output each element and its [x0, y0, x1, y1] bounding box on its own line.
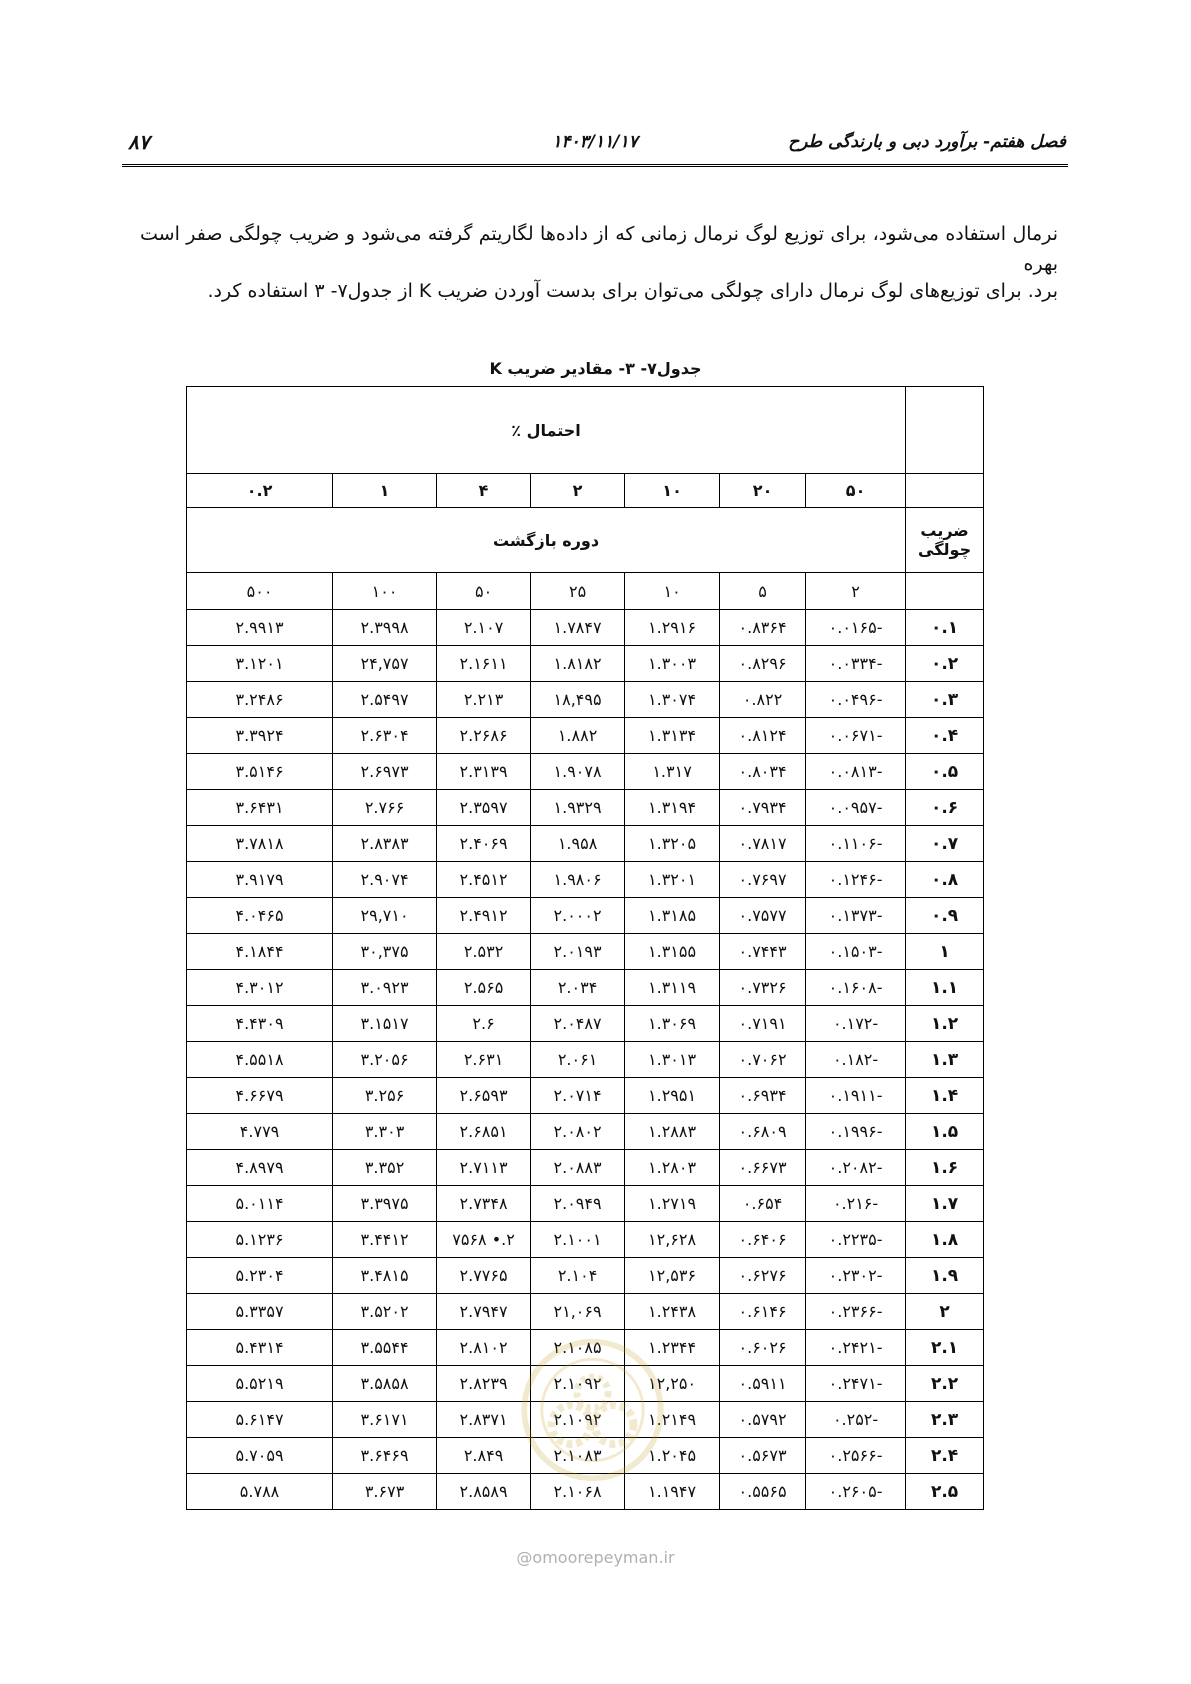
- table-row: [187, 1330, 984, 1366]
- skew-value-cell: ۱.۴: [906, 1078, 984, 1114]
- k-value-cell: -۰.۱۹۱۱: [806, 1078, 906, 1114]
- k-value-cell: ۲.۸۲۳۹: [437, 1366, 531, 1402]
- k-value-cell: ۴.۳۰۱۲: [187, 970, 333, 1006]
- k-value-cell: ۲.۱۰۸۵: [531, 1330, 625, 1366]
- k-value-cell: ۳۰,۳۷۵: [333, 934, 437, 970]
- table-row: [187, 610, 984, 646]
- k-value-cell: ۲.۱۰۸۳: [531, 1438, 625, 1474]
- percentage-cell: ۲۰: [720, 474, 806, 508]
- k-value-cell: ۲.۸۴۹: [437, 1438, 531, 1474]
- table-row: [187, 1042, 984, 1078]
- skew-value-cell: ۰.۲: [906, 646, 984, 682]
- k-value-cell: ۵.۱۲۳۶: [187, 1222, 333, 1258]
- k-value-cell: ۲.۵۴۹۷: [333, 682, 437, 718]
- k-value-cell: ۲.۷۹۴۷: [437, 1294, 531, 1330]
- k-value-cell: -۰.۲۴۷۱: [806, 1366, 906, 1402]
- k-value-cell: ۱.۳۰۶۹: [625, 1006, 720, 1042]
- return-period-cell: ۵۰۰: [187, 573, 333, 610]
- skew-value-cell: ۰.۱: [906, 610, 984, 646]
- k-value-cell: ۳.۳۰۳: [333, 1114, 437, 1150]
- skew-value-cell: ۰.۶: [906, 790, 984, 826]
- k-value-cell: ۳.۶۴۳۱: [187, 790, 333, 826]
- k-value-cell: ۲.۹۰۷۴: [333, 862, 437, 898]
- skew-value-cell: ۲.۳: [906, 1402, 984, 1438]
- k-value-cell: ۱.۳۲۰۱: [625, 862, 720, 898]
- k-value-cell: ۲.۰۱۹۳: [531, 934, 625, 970]
- k-value-cell: ۲.۶۵۹۳: [437, 1078, 531, 1114]
- page-header: [122, 128, 1068, 167]
- k-value-cell: ۲۹,۷۱۰: [333, 898, 437, 934]
- k-value-cell: ۱۲,۶۲۸: [625, 1222, 720, 1258]
- k-value-cell: ۵.۵۲۱۹: [187, 1366, 333, 1402]
- k-value-cell: ۲.۳۵۹۷: [437, 790, 531, 826]
- table-row: [187, 754, 984, 790]
- k-value-cell: ۰.۸۲۲: [720, 682, 806, 718]
- k-value-cell: ۱.۳۱۱۹: [625, 970, 720, 1006]
- skew-value-cell: ۱: [906, 934, 984, 970]
- skew-value-cell: ۰.۵: [906, 754, 984, 790]
- k-value-cell: ۴.۷۷۹: [187, 1114, 333, 1150]
- k-value-cell: ۱.۹۰۷۸: [531, 754, 625, 790]
- return-period-cell: ۱۰: [625, 573, 720, 610]
- k-value-cell: -۰.۰۳۳۴: [806, 646, 906, 682]
- k-value-cell: ۰.۵۵۶۵: [720, 1474, 806, 1510]
- k-value-cell: ۱.۳۰۰۳: [625, 646, 720, 682]
- k-value-cell: ۰.۸۳۶۴: [720, 610, 806, 646]
- k-value-cell: ۳.۴۸۱۵: [333, 1258, 437, 1294]
- skew-value-cell: ۲.۲: [906, 1366, 984, 1402]
- return-period-cell: ۱۰۰: [333, 573, 437, 610]
- k-value-cell: -۰.۲۵۶۶: [806, 1438, 906, 1474]
- percentage-cell: ۲: [531, 474, 625, 508]
- k-value-cell: ۰.۵۷۹۲: [720, 1402, 806, 1438]
- k-value-cell: -۰.۱۷۲: [806, 1006, 906, 1042]
- skew-value-cell: ۱.۹: [906, 1258, 984, 1294]
- k-value-cell: -۰.۰۱۶۵: [806, 610, 906, 646]
- table-row: [187, 1258, 984, 1294]
- k-value-cell: ۰.۷۶۹۷: [720, 862, 806, 898]
- k-value-cell: ۲.۵۶۵: [437, 970, 531, 1006]
- k-value-cell: -۰.۲۳۶۶: [806, 1294, 906, 1330]
- percentage-cell: ۵۰: [806, 474, 906, 508]
- k-value-cell: -۰.۱۸۲: [806, 1042, 906, 1078]
- skew-value-cell: ۰.۷: [906, 826, 984, 862]
- table-row: [187, 1474, 984, 1510]
- k-value-cell: ۵.۴۳۱۴: [187, 1330, 333, 1366]
- k-value-cell: -۰.۰۴۹۶: [806, 682, 906, 718]
- k-value-cell: ۳.۱۲۰۱: [187, 646, 333, 682]
- k-value-cell: ۱.۳۱۹۴: [625, 790, 720, 826]
- skew-value-cell: ۱.۳: [906, 1042, 984, 1078]
- table-row: [187, 1222, 984, 1258]
- table-row: [187, 862, 984, 898]
- k-value-cell: ۰.۶۹۳۴: [720, 1078, 806, 1114]
- k-value-cell: ۱.۳۰۷۴: [625, 682, 720, 718]
- k-value-cell: ۱.۲۷۱۹: [625, 1186, 720, 1222]
- k-value-cell: -۰.۱۱۰۶: [806, 826, 906, 862]
- corner-cell: [906, 387, 984, 474]
- k-value-cell: ۲.۳۱۳۹: [437, 754, 531, 790]
- return-period-row: [187, 573, 984, 610]
- k-value-cell: ۰.۵۹۱۱: [720, 1366, 806, 1402]
- k-value-cell: ۰.۶۸۰۹: [720, 1114, 806, 1150]
- k-value-cell: ۰.۶۵۴: [720, 1186, 806, 1222]
- k-value-cell: ۲.۷۷۶۵: [437, 1258, 531, 1294]
- probability-header-row: [187, 387, 984, 474]
- k-value-cell: ۱.۳۱۸۵: [625, 898, 720, 934]
- k-value-cell: ۳.۷۸۱۸: [187, 826, 333, 862]
- return-period-cell: ۵۰: [437, 573, 531, 610]
- k-value-cell: ۰.۶۲۷۶: [720, 1258, 806, 1294]
- k-value-cell: ۴.۶۶۷۹: [187, 1078, 333, 1114]
- k-value-cell: ۲.۰۶۱: [531, 1042, 625, 1078]
- k-value-cell: ۴.۴۳۰۹: [187, 1006, 333, 1042]
- k-value-cell: ۳.۹۱۷۹: [187, 862, 333, 898]
- return-period-cell: ۵: [720, 573, 806, 610]
- k-value-cell: -۰.۰۸۱۳: [806, 754, 906, 790]
- k-value-cell: ۲.۷۳۴۸: [437, 1186, 531, 1222]
- skew-value-cell: ۱.۲: [906, 1006, 984, 1042]
- k-value-cell: -۰.۲۶۰۵: [806, 1474, 906, 1510]
- k-value-cell: ۴.۰۴۶۵: [187, 898, 333, 934]
- k-value-cell: ۰.۵۶۷۳: [720, 1438, 806, 1474]
- k-value-cell: ۲.۶۳۰۴: [333, 718, 437, 754]
- skew-value-cell: ۱.۵: [906, 1114, 984, 1150]
- table-row: [187, 1366, 984, 1402]
- k-value-cell: ۰.۸۰۳۴: [720, 754, 806, 790]
- skew-value-cell: ۰.۹: [906, 898, 984, 934]
- k-value-cell: ۱.۹۳۲۹: [531, 790, 625, 826]
- k-value-cell: ۵.۷۸۸: [187, 1474, 333, 1510]
- k-value-cell: ۲.۱۰۷: [437, 610, 531, 646]
- percentage-cell: ۱۰: [625, 474, 720, 508]
- k-value-cell: ۳.۲۵۶: [333, 1078, 437, 1114]
- k-value-cell: -۰.۱۳۷۳: [806, 898, 906, 934]
- k-value-cell: ۰.۶۰۲۶: [720, 1330, 806, 1366]
- body-paragraph-1: نرمال استفاده می‌شود، برای توزیع لوگ نرمال زمانی که از داده‌ها لگاریتم گرفته می‌شود و ضریب چولگی صفر است بهره: [140, 223, 1058, 275]
- k-value-cell: ۲.۱۰۴: [531, 1258, 625, 1294]
- k-value-cell: ۲.۰۸۰۲: [531, 1114, 625, 1150]
- k-value-cell: ۳.۲۴۸۶: [187, 682, 333, 718]
- k-value-cell: ۳.۱۵۱۷: [333, 1006, 437, 1042]
- return-period-header-row: [187, 508, 984, 573]
- k-value-cell: ۳.۴۴۱۲: [333, 1222, 437, 1258]
- return-period-cell: ۲: [806, 573, 906, 610]
- k-value-cell: ۱.۲۴۳۸: [625, 1294, 720, 1330]
- k-value-cell: ۱.۳۱۵۵: [625, 934, 720, 970]
- k-value-cell: ۵.۶۱۴۷: [187, 1402, 333, 1438]
- k-value-cell: ۳.۲۰۵۶: [333, 1042, 437, 1078]
- header-date: ۱۴۰۳/۱۱/۱۷: [552, 132, 638, 152]
- k-value-cell: ۰.۷۹۳۴: [720, 790, 806, 826]
- k-value-cell: ۲.۰۰۰۲: [531, 898, 625, 934]
- k-value-cell: ۰.۶۱۴۶: [720, 1294, 806, 1330]
- k-value-cell: ۱.۸۱۸۲: [531, 646, 625, 682]
- k-value-cell: ۰.۷۳۲۶: [720, 970, 806, 1006]
- k-value-cell: ۰.۷۰۶۲: [720, 1042, 806, 1078]
- k-value-cell: ۱.۸۸۲: [531, 718, 625, 754]
- k-value-cell: ۲.• ۷۵۶۸: [437, 1222, 531, 1258]
- k-value-cell: ۱.۲۸۰۳: [625, 1150, 720, 1186]
- k-value-cell: ۳.۳۹۲۴: [187, 718, 333, 754]
- skew-value-cell: ۲.۴: [906, 1438, 984, 1474]
- k-value-cell: ۳.۵۸۵۸: [333, 1366, 437, 1402]
- k-value-cell: ۴.۵۵۱۸: [187, 1042, 333, 1078]
- k-value-cell: ۲.۷۶۶: [333, 790, 437, 826]
- k-value-cell: ۱۲,۲۵۰: [625, 1366, 720, 1402]
- table-row: [187, 718, 984, 754]
- table-row: [187, 1438, 984, 1474]
- k-value-cell: ۵.۰۱۱۴: [187, 1186, 333, 1222]
- skew-value-cell: ۱.۱: [906, 970, 984, 1006]
- k-value-cell: ۲.۴۹۱۲: [437, 898, 531, 934]
- table-row: [187, 1078, 984, 1114]
- k-value-cell: ۱.۲۹۵۱: [625, 1078, 720, 1114]
- k-value-cell: ۰.۷۵۷۷: [720, 898, 806, 934]
- k-value-cell: ۰.۸۱۲۴: [720, 718, 806, 754]
- k-value-cell: ۲.۶: [437, 1006, 531, 1042]
- k-value-cell: ۲.۸۳۷۱: [437, 1402, 531, 1438]
- k-value-cell: ۱.۹۵۸: [531, 826, 625, 862]
- table-row: [187, 682, 984, 718]
- k-value-cell: ۴.۱۸۴۴: [187, 934, 333, 970]
- k-value-cell: ۰.۷۱۹۱: [720, 1006, 806, 1042]
- k-value-cell: ۵.۳۳۵۷: [187, 1294, 333, 1330]
- k-value-cell: ۲.۰۸۸۳: [531, 1150, 625, 1186]
- skew-value-cell: ۲: [906, 1294, 984, 1330]
- k-value-cell: -۰.۱۹۹۶: [806, 1114, 906, 1150]
- skew-label: ضریب چولگی: [906, 508, 984, 573]
- k-value-cell: ۲.۶۹۷۳: [333, 754, 437, 790]
- table-row: [187, 1186, 984, 1222]
- k-value-cell: ۲.۴۵۱۲: [437, 862, 531, 898]
- skew-value-cell: ۲.۵: [906, 1474, 984, 1510]
- k-value-cell: ۱.۳۱۷: [625, 754, 720, 790]
- k-value-cell: ۰.۸۲۹۶: [720, 646, 806, 682]
- percentage-cell: ۱: [333, 474, 437, 508]
- k-value-cell: ۲.۹۹۱۳: [187, 610, 333, 646]
- k-value-cell: ۳.۳۹۷۵: [333, 1186, 437, 1222]
- skew-value-cell: ۱.۶: [906, 1150, 984, 1186]
- skew-value-cell: ۰.۴: [906, 718, 984, 754]
- k-value-cell: ۱.۲۱۴۹: [625, 1402, 720, 1438]
- k-value-cell: ۲.۸۳۸۳: [333, 826, 437, 862]
- skew-value-cell: ۰.۳: [906, 682, 984, 718]
- table-row: [187, 1402, 984, 1438]
- k-value-cell: -۰.۱۲۴۶: [806, 862, 906, 898]
- k-value-cell: ۲.۰۷۱۴: [531, 1078, 625, 1114]
- k-value-cell: ۱.۲۳۴۴: [625, 1330, 720, 1366]
- k-value-cell: ۲.۱۰۹۲: [531, 1402, 625, 1438]
- k-value-cell: ۱.۲۸۸۳: [625, 1114, 720, 1150]
- k-value-cell: ۲.۴۰۶۹: [437, 826, 531, 862]
- k-value-cell: ۱.۱۹۴۷: [625, 1474, 720, 1510]
- k-value-cell: ۳.۵۲۰۲: [333, 1294, 437, 1330]
- k-value-cell: ۲۴,۷۵۷: [333, 646, 437, 682]
- k-value-cell: ۵.۷۰۵۹: [187, 1438, 333, 1474]
- chapter-title: فصل هفتم- برآورد دبی و بارندگی طرح: [788, 132, 1066, 152]
- k-value-cell: ۲.۰۹۴۹: [531, 1186, 625, 1222]
- k-value-cell: ۰.۶۴۰۶: [720, 1222, 806, 1258]
- k-value-cell: ۱.۹۸۰۶: [531, 862, 625, 898]
- k-value-cell: ۲.۶۸۵۱: [437, 1114, 531, 1150]
- k-value-cell: ۲.۱۰۶۸: [531, 1474, 625, 1510]
- table-row: [187, 1114, 984, 1150]
- table-row: [187, 934, 984, 970]
- k-value-cell: ۰.۷۸۱۷: [720, 826, 806, 862]
- k-value-cell: ۲.۷۱۱۳: [437, 1150, 531, 1186]
- k-value-cell: ۲.۸۵۸۹: [437, 1474, 531, 1510]
- percentage-row: [187, 474, 984, 508]
- k-value-cell: ۲۱,۰۶۹: [531, 1294, 625, 1330]
- skew-value-cell: ۱.۷: [906, 1186, 984, 1222]
- k-value-cell: ۳.۶۱۷۱: [333, 1402, 437, 1438]
- k-coefficient-table: [186, 386, 984, 1510]
- page-number: ۸۷: [128, 130, 150, 154]
- k-value-cell: ۱.۲۰۴۵: [625, 1438, 720, 1474]
- table-row: [187, 826, 984, 862]
- k-value-cell: ۱۸,۴۹۵: [531, 682, 625, 718]
- percentage-cell: ۰.۲: [187, 474, 333, 508]
- table-row: [187, 970, 984, 1006]
- k-value-cell: ۰.۶۶۷۳: [720, 1150, 806, 1186]
- k-value-cell: ۲.۳۹۹۸: [333, 610, 437, 646]
- k-value-cell: ۳.۶۷۳: [333, 1474, 437, 1510]
- skew-value-cell: ۱.۸: [906, 1222, 984, 1258]
- k-value-cell: -۰.۲۳۰۲: [806, 1258, 906, 1294]
- k-value-cell: ۲.۱۶۱۱: [437, 646, 531, 682]
- body-paragraph-2: برد. برای توزیع‌های لوگ نرمال دارای چولگی می‌توان برای بدست آوردن ضریب K از جدول۷- ۳ استفاده کرد.: [207, 280, 1058, 302]
- k-value-cell: ۲.۱۰۹۲: [531, 1366, 625, 1402]
- k-value-cell: ۱.۳۰۱۳: [625, 1042, 720, 1078]
- watermark-text: @omoorepeyman.ir: [516, 1548, 675, 1567]
- k-value-cell: ۳.۵۵۴۴: [333, 1330, 437, 1366]
- k-value-cell: -۰.۲۱۶: [806, 1186, 906, 1222]
- k-value-cell: -۰.۱۶۰۸: [806, 970, 906, 1006]
- k-value-cell: ۲.۸۱۰۲: [437, 1330, 531, 1366]
- k-value-cell: ۰.۷۴۴۳: [720, 934, 806, 970]
- return-period-cell: ۲۵: [531, 573, 625, 610]
- k-value-cell: ۳.۶۴۶۹: [333, 1438, 437, 1474]
- k-value-cell: ۲.۰۴۸۷: [531, 1006, 625, 1042]
- k-value-cell: ۳.۵۱۴۶: [187, 754, 333, 790]
- percentage-cell: ۴: [437, 474, 531, 508]
- k-value-cell: ۱۲,۵۳۶: [625, 1258, 720, 1294]
- k-value-cell: -۰.۲۴۲۱: [806, 1330, 906, 1366]
- k-value-cell: ۲.۲۶۸۶: [437, 718, 531, 754]
- k-value-cell: ۱.۷۸۴۷: [531, 610, 625, 646]
- k-value-cell: ۲.۵۳۲: [437, 934, 531, 970]
- table-row: [187, 1150, 984, 1186]
- k-value-cell: -۰.۱۵۰۳: [806, 934, 906, 970]
- empty-cell: [906, 573, 984, 610]
- k-value-cell: ۳.۳۵۲: [333, 1150, 437, 1186]
- table-row: [187, 898, 984, 934]
- table-caption: جدول۷- ۳- مقادیر ضریب K: [489, 359, 702, 378]
- k-value-cell: -۰.۰۹۵۷: [806, 790, 906, 826]
- k-value-cell: -۰.۲۰۸۲: [806, 1150, 906, 1186]
- k-value-cell: ۲.۰۳۴: [531, 970, 625, 1006]
- k-value-cell: ۳.۰۹۲۳: [333, 970, 437, 1006]
- k-value-cell: -۰.۲۲۳۵: [806, 1222, 906, 1258]
- k-value-cell: ۲.۱۰۰۱: [531, 1222, 625, 1258]
- table-row: [187, 790, 984, 826]
- k-value-cell: ۴.۸۹۷۹: [187, 1150, 333, 1186]
- table-row: [187, 1294, 984, 1330]
- probability-label: احتمال ٪: [187, 387, 906, 474]
- k-value-cell: -۰.۲۵۲: [806, 1402, 906, 1438]
- table-row: [187, 1006, 984, 1042]
- empty-cell: [906, 474, 984, 508]
- k-value-cell: ۱.۳۱۳۴: [625, 718, 720, 754]
- k-value-cell: ۱.۲۹۱۶: [625, 610, 720, 646]
- k-value-cell: ۵.۲۳۰۴: [187, 1258, 333, 1294]
- return-period-label: دوره بازگشت: [187, 508, 906, 573]
- k-value-cell: -۰.۰۶۷۱: [806, 718, 906, 754]
- k-value-cell: ۲.۲۱۳: [437, 682, 531, 718]
- skew-value-cell: ۰.۸: [906, 862, 984, 898]
- k-value-cell: ۲.۶۳۱: [437, 1042, 531, 1078]
- table-row: [187, 646, 984, 682]
- skew-value-cell: ۲.۱: [906, 1330, 984, 1366]
- k-value-cell: ۱.۳۲۰۵: [625, 826, 720, 862]
